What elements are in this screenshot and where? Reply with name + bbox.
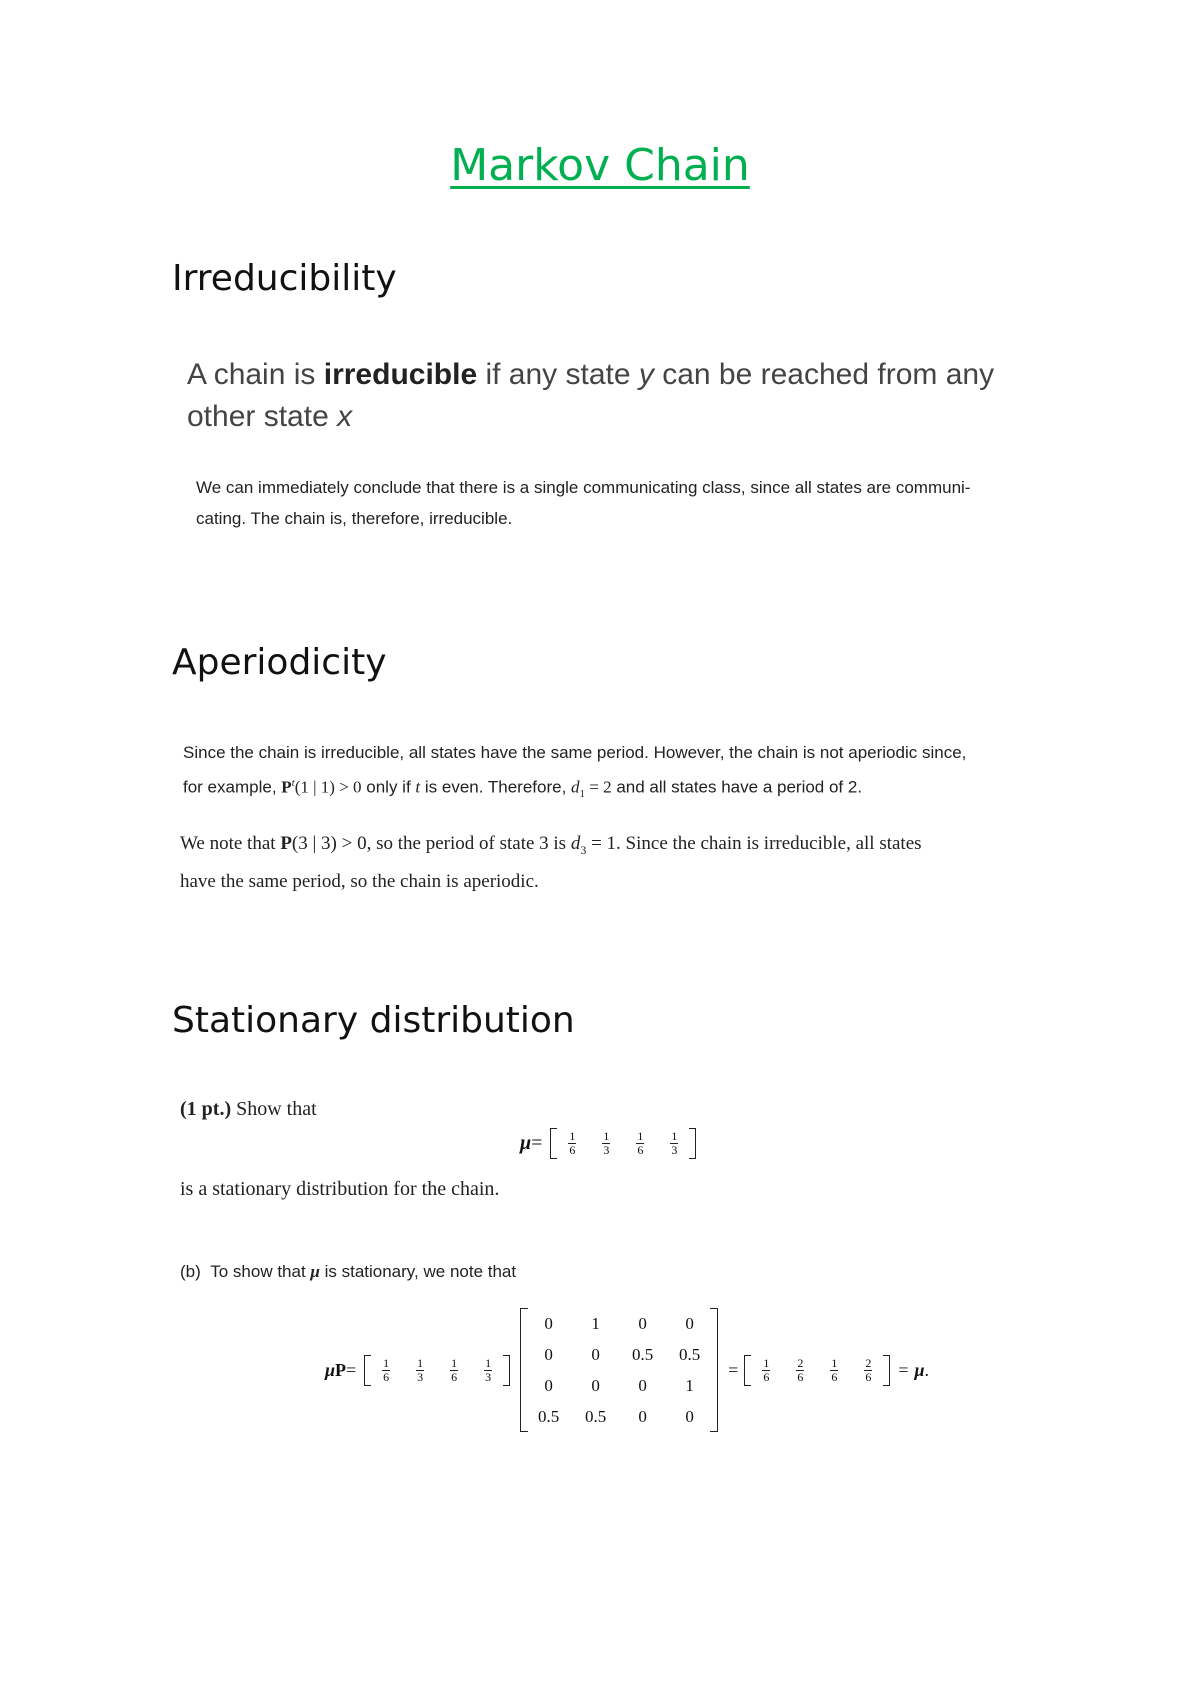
matrix-cell: 0	[591, 1344, 600, 1364]
heading-irreducibility: Irreducibility	[172, 258, 397, 299]
matrix-cell: 0.5	[679, 1344, 701, 1364]
fraction: $\frac{1}{3}$	[603, 1129, 610, 1157]
irreducibility-note: We can immediately conclude that there is a single communicating class, since all states are communi- cating. The chain is, therefore, irreducible.	[196, 478, 971, 528]
matrix-cell: 0.5	[538, 1406, 560, 1426]
question-prompt: (1 pt.) Show that	[180, 1098, 317, 1120]
fraction: $\frac{1}{6}$	[763, 1355, 770, 1384]
matrix-cell: 0	[544, 1313, 553, 1333]
mu-vector	[550, 1128, 696, 1159]
fraction: $\frac{1}{6}$	[637, 1129, 644, 1157]
aperiodicity-paragraph-1: Since the chain is irreducible, all states have the same period. However, the chain is not aperiodic since, for example, $P^t(1$ | 1) > 0 only if t is even. Therefore, $d_1 = 2$ and all states have a period of 2.	[183, 743, 967, 801]
fraction: $\frac{1}{6}$	[383, 1355, 390, 1384]
heading-aperiodicity: Aperiodicity	[172, 642, 387, 683]
result-row-vector	[744, 1355, 890, 1386]
fraction: $\frac{1}{3}$	[485, 1355, 492, 1384]
mu-definition: μ = $\frac{1}{6}$ $\frac{1}{3}$ $\frac{1}{6}$ $\frac{1}{3}$	[520, 1128, 696, 1159]
fraction: $\frac{1}{6}$	[451, 1355, 458, 1384]
fraction: $\frac{1}{6}$	[569, 1129, 576, 1157]
irreducible-definition: A chain is irreducible if any state y can be reached from any other state x	[187, 358, 995, 433]
matrix-cell: 0	[685, 1313, 694, 1333]
question-continuation: is a stationary distribution for the chain.	[180, 1178, 500, 1200]
matrix-cell: 0	[638, 1375, 647, 1395]
page-title: Markov Chain	[450, 140, 750, 191]
matrix-cell: 0	[591, 1375, 600, 1395]
fraction: $\frac{2}{6}$	[865, 1355, 872, 1384]
heading-stationary-distribution: Stationary distribution	[172, 1000, 575, 1041]
left-row-vector	[364, 1355, 510, 1386]
matrix-cell: 0	[685, 1406, 694, 1426]
matrix-cell: 0.5	[632, 1344, 654, 1364]
stationary-equation: μP = $\frac{1}{6}$ $\frac{1}{3}$ $\frac{1}{6}$ $\frac{1}{3}$ 0 1 0 0 0 0 0.5 0.5 0 0 0 1 0.5 0.5 0 0 = $\frac{1}{6}$ $\frac{2}{6}$ $\frac{1}{6}$ $\frac{2}{6}$ = μ .	[325, 1308, 929, 1432]
matrix-cell: 0	[544, 1375, 553, 1395]
fraction: $\frac{2}{6}$	[797, 1355, 804, 1384]
fraction: $\frac{1}{3}$	[671, 1129, 678, 1157]
matrix-cell: 0	[638, 1313, 647, 1333]
matrix-cell: 1	[685, 1375, 694, 1395]
matrix-cell: 1	[591, 1313, 600, 1333]
answer-b-intro: (b) To show that μ is stationary, we note that	[180, 1262, 517, 1281]
transition-matrix	[520, 1308, 718, 1432]
fraction: $\frac{1}{3}$	[417, 1355, 424, 1384]
matrix-cell: 0	[638, 1406, 647, 1426]
matrix-cell: 0.5	[585, 1406, 607, 1426]
matrix-cell: 0	[544, 1344, 553, 1364]
aperiodicity-paragraph-2: We note that P(3 | 3) > 0, so the period of state 3 is $d_3 = 1$. Since the chain is irreducible, all states have the same period, so the chain is aperiodic.	[180, 833, 922, 892]
fraction: $\frac{1}{6}$	[831, 1355, 838, 1384]
